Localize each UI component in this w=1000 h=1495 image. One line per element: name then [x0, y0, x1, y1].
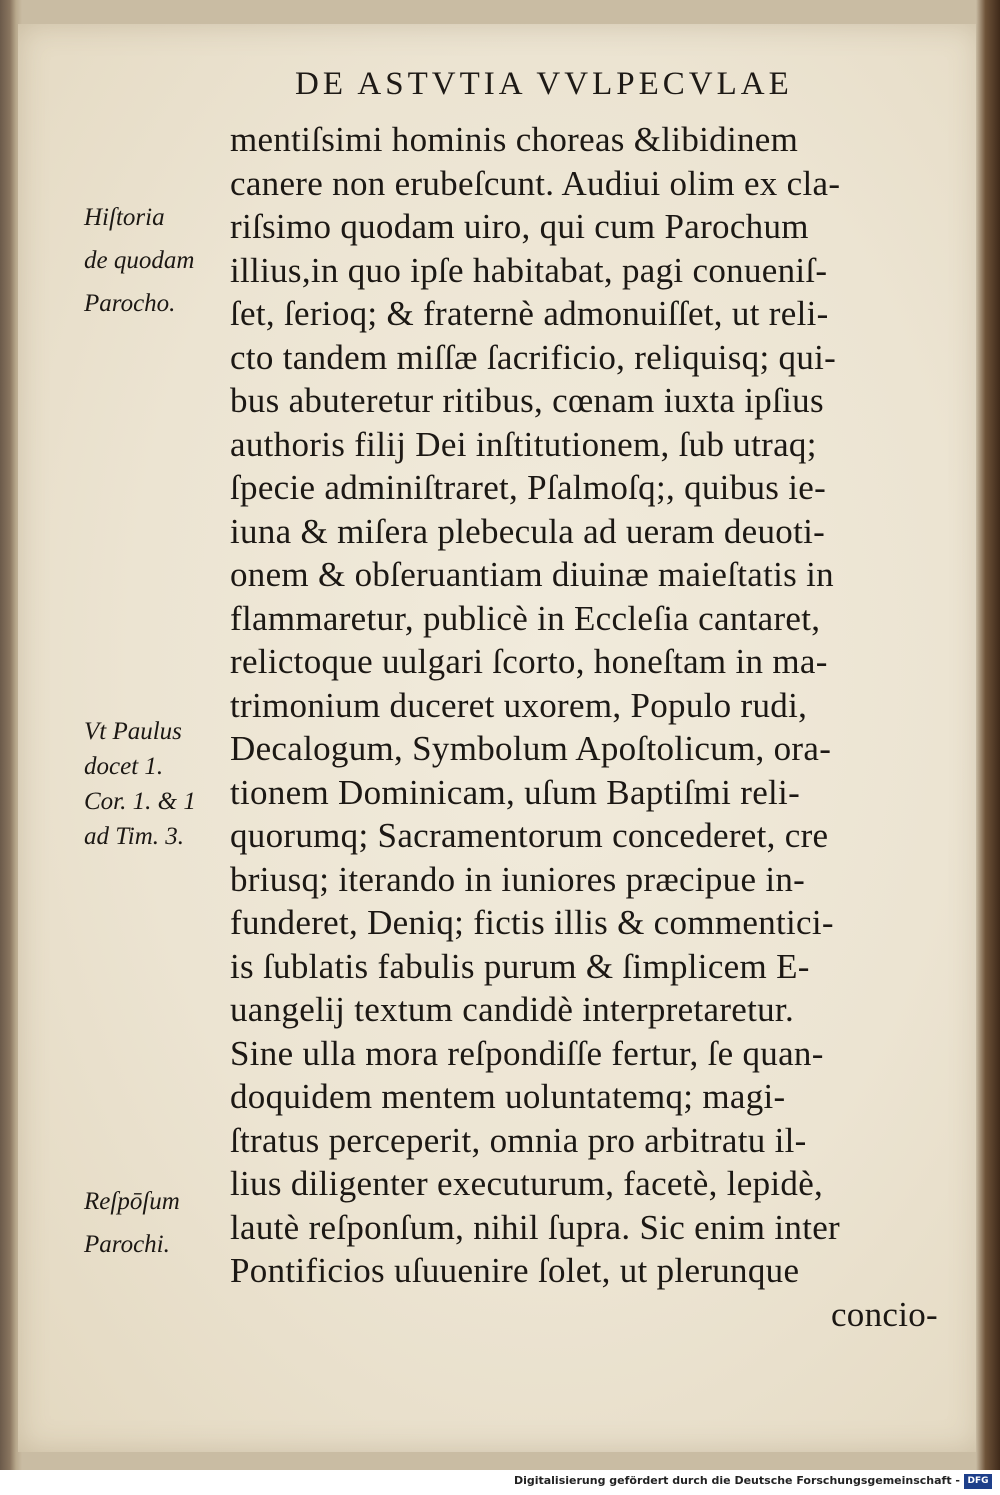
text-line: onem & obſeruantiam diuinæ maieſtatis in: [230, 555, 834, 594]
book-edge: [976, 0, 1000, 1470]
marginal-note-line: Reſpōſum: [84, 1188, 180, 1215]
text-line: tionem Dominicam, uſum Baptiſmi reli-: [230, 772, 801, 812]
running-head: DE ASTVTIA VVLPECVLAE: [295, 66, 793, 102]
text-line: is ſublatis fabulis purum & ſimplicem E-: [230, 946, 810, 986]
text-line: doquidem mentem uoluntatemq; magi-: [230, 1077, 786, 1116]
marginal-note-line: Hiſtoria: [84, 204, 165, 231]
text-line: Decalogum, Symbolum Apoſtolicum, ora-: [230, 729, 832, 768]
footer-bar: [0, 1470, 1000, 1495]
text-line: funderet, Deniq; fictis illis & commentici-: [230, 903, 834, 942]
marginal-note-line: ad Tim. 3.: [84, 823, 185, 850]
dfg-logo: DFG: [964, 1474, 992, 1489]
text-line: quorumq; Sacramentorum concederet, cre: [230, 816, 829, 855]
text-line: lius diligenter executurum, facetè, lepidè,: [230, 1164, 824, 1203]
marginal-note-line: Parochi.: [84, 1231, 170, 1258]
marginal-note-line: de quodam: [84, 247, 195, 274]
marginal-note-paulus: [84, 714, 234, 854]
text-line: flammaretur, publicè in Eccleſia cantaret,: [230, 598, 821, 638]
text-line: iuna & miſera plebecula ad ueram deuoti-: [230, 511, 826, 551]
text-line: cto tandem miſſæ ſacrificio, reliquisq; qui-: [230, 337, 837, 377]
text-line: lautè reſponſum, nihil ſupra. Sic enim inter: [230, 1207, 841, 1247]
marginal-note-line: Cor. 1. & 1: [84, 788, 196, 815]
text-line: ſtratus perceperit, omnia pro arbitratu il-: [230, 1120, 807, 1160]
funding-credit: Digitalisierung gefördert durch die Deutsche Forschungsgemeinschaft -: [513, 1474, 960, 1487]
text-line: ſpecie adminiſtraret, Pſalmoſq;, quibus ie-: [230, 468, 827, 507]
text-line: Sine ulla mora reſpondiſſe fertur, ſe quan-: [230, 1033, 824, 1073]
text-line: mentiſsimi hominis choreas &libidinem: [230, 120, 799, 159]
text-line: ſet, ſerioq; & fraternè admonuiſſet, ut reli-: [230, 294, 829, 333]
text-line: canere non erubeſcunt. Audiui olim ex cla-: [230, 163, 841, 203]
marginal-note-line: Vt Paulus: [84, 718, 182, 745]
marginal-note-responsum: [84, 1180, 234, 1266]
text-line: authoris filij Dei inſtitutionem, ſub utraq;: [230, 424, 817, 464]
body-text: [230, 118, 960, 1336]
text-line: uangelij textum candidè interpretaretur.: [230, 990, 795, 1029]
text-line: illius,in quo ipſe habitabat, pagi conueniſ-: [230, 250, 828, 290]
marginal-note-historia: [84, 196, 234, 325]
text-line: riſsimo quodam uiro, qui cum Parochum: [230, 207, 809, 246]
marginal-note-line: Parocho.: [84, 290, 176, 317]
text-line: trimonium duceret uxorem, Populo rudi,: [230, 685, 808, 725]
text-line: briusq; iterando in iuniores præcipue in-: [230, 859, 806, 899]
text-line: bus abuteretur ritibus, cœnam iuxta ipſius: [230, 381, 824, 420]
marginal-note-line: docet 1.: [84, 753, 164, 780]
text-line: Pontificios uſuuenire ſolet, ut plerunque: [230, 1251, 800, 1290]
catchword: concio-: [830, 1294, 938, 1334]
text-line: relictoque uulgari ſcorto, honeſtam in ma-: [230, 642, 828, 681]
